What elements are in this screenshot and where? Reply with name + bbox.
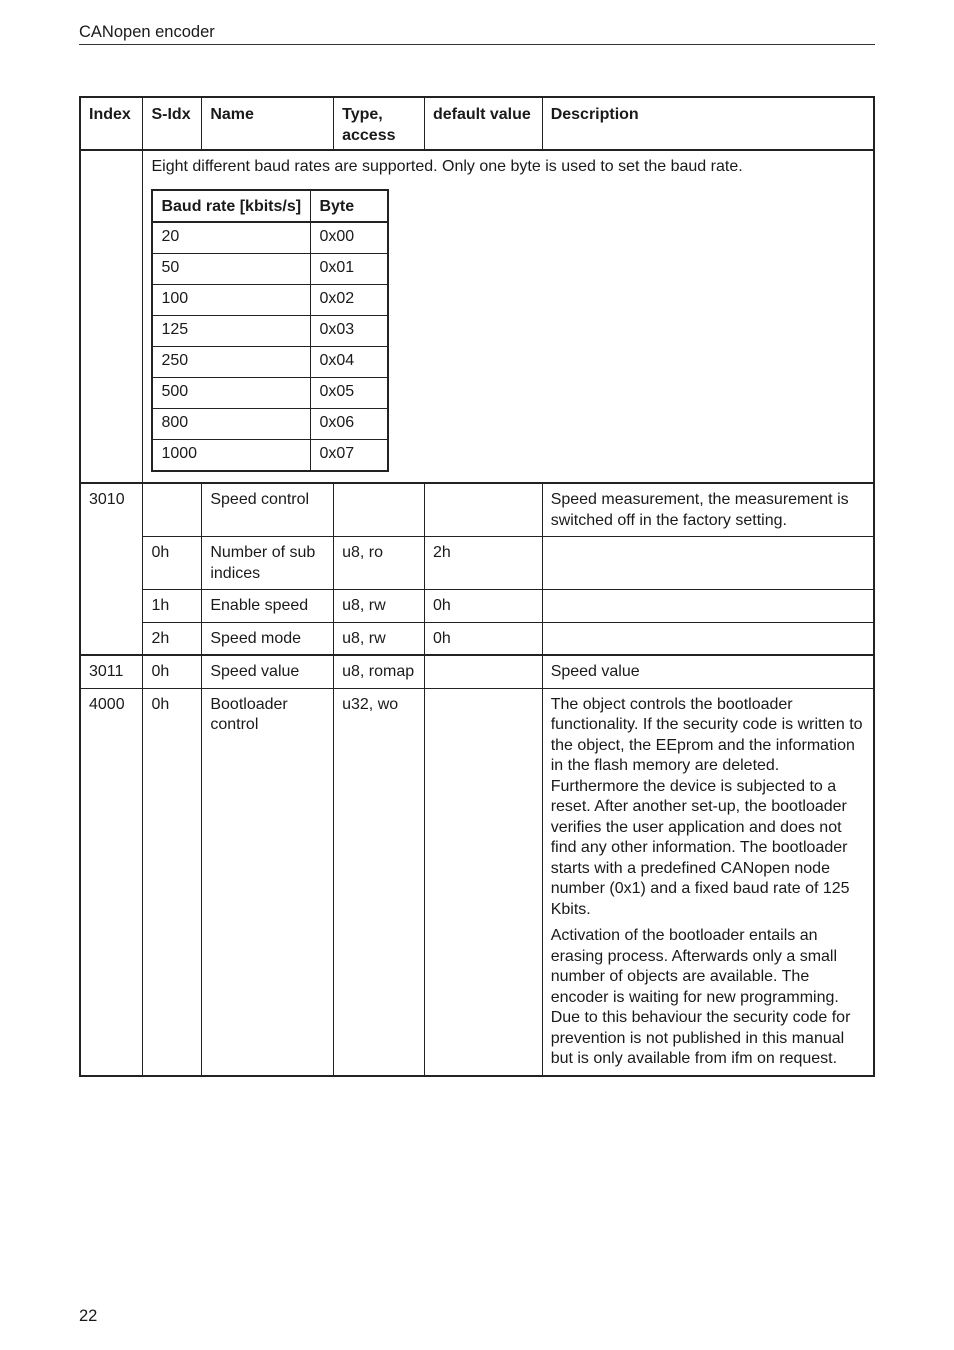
table-row [80,622,874,655]
cell-name: Enable speed [202,590,334,623]
baud-cell-byte: 0x07 [311,440,389,472]
cell-description [542,537,874,590]
baud-header-rate: Baud rate [kbits/s] [152,190,310,223]
cell-default: 0h [424,590,542,623]
cell-sidx: 2h [143,622,202,655]
cell-sidx: 0h [143,655,202,688]
description-paragraph: The object controls the bootloader functionality. If the security code is written to the object, the EEprom and the information in the flash memory are deleted. Furthermore the device is subjected to a reset. After another set-up, the bootloader verifies the user application and does not find any other information. The bootloader starts with a predefined CANopen node number (0x1) and a fixed baud rate of 125 Kbits. [550,695,863,918]
cell-description [542,688,874,1076]
cell-description [542,622,874,655]
table-header-row [80,97,874,150]
cell-index [80,622,143,655]
baud-cell-byte: 0x05 [311,378,389,409]
cell-type [334,483,425,537]
baud-header-row [152,190,388,223]
baud-cell-rate: 125 [152,316,310,347]
baud-cell-byte: 0x00 [311,222,389,254]
cell-sidx: 0h [143,537,202,590]
baud-row [152,347,388,378]
baud-row [152,285,388,316]
cell-type: u32, wo [334,688,425,1076]
baud-cell-byte: 0x02 [311,285,389,316]
table-row [80,483,874,537]
baud-row [152,409,388,440]
cell-index [80,590,143,623]
description-paragraph: Activation of the bootloader entails an erasing process. Afterwards only a small number of objects are available. The encoder is waiting for new programming. Due to this behaviour the security code for prevention is not published in this manual but is only available from ifm on request. [550,927,851,1067]
cell-index: 3010 [80,483,143,537]
cell-type: u8, ro [334,537,425,590]
cell-name: Speed value [202,655,334,688]
baud-cell-rate: 20 [152,222,310,254]
baud-row [152,440,388,472]
cell-description: Speed measurement, the measurement is switched off in the factory setting. [542,483,874,537]
cell-type: u8, romap [334,655,425,688]
baud-cell-rate: 250 [152,347,310,378]
col-header-description: Description [542,97,874,150]
baud-cell-byte: 0x03 [311,316,389,347]
cell-index [80,537,143,590]
baud-row [152,316,388,347]
object-dictionary-table [79,96,875,1077]
cell-name: Number of sub indices [202,537,334,590]
baud-cell-byte: 0x06 [311,409,389,440]
cell-default: 2h [424,537,542,590]
cell-description: Speed value [542,655,874,688]
baud-rate-cell [143,150,874,483]
table-row [80,590,874,623]
col-header-name: Name [202,97,334,150]
col-header-default: default value [424,97,542,150]
baud-cell-rate: 1000 [152,440,310,472]
baud-cell-rate: 50 [152,254,310,285]
baud-cell-rate: 100 [152,285,310,316]
table-row [80,537,874,590]
cell-sidx [143,483,202,537]
cell-sidx: 1h [143,590,202,623]
cell-default: 0h [424,622,542,655]
table-cell [80,150,143,483]
cell-sidx: 0h [143,688,202,1076]
baud-cell-rate: 800 [152,409,310,440]
cell-type: u8, rw [334,622,425,655]
cell-index: 3011 [80,655,143,688]
baud-row [152,222,388,254]
cell-default [424,483,542,537]
baud-cell-rate: 500 [152,378,310,409]
cell-type: u8, rw [334,590,425,623]
col-header-index: Index [80,97,143,150]
page-number: 22 [79,1307,98,1325]
cell-name: Bootloader control [202,688,334,1076]
cell-description [542,590,874,623]
cell-default [424,655,542,688]
table-row [80,655,874,688]
baud-cell-byte: 0x01 [311,254,389,285]
cell-index: 4000 [80,688,143,1076]
col-header-sidx: S-Idx [143,97,202,150]
baud-cell-byte: 0x04 [311,347,389,378]
cell-default [424,688,542,1076]
baud-rate-table [151,189,389,473]
table-row [80,688,874,1076]
col-header-type: Type, access [334,97,425,150]
baud-header-byte: Byte [311,190,389,223]
cell-name: Speed control [202,483,334,537]
baud-rate-row [80,150,874,483]
page-header: CANopen encoder [79,22,875,45]
baud-intro-text: Eight different baud rates are supported. Only one byte is used to set the baud rate. [151,158,743,175]
baud-row [152,254,388,285]
cell-name: Speed mode [202,622,334,655]
baud-row [152,378,388,409]
